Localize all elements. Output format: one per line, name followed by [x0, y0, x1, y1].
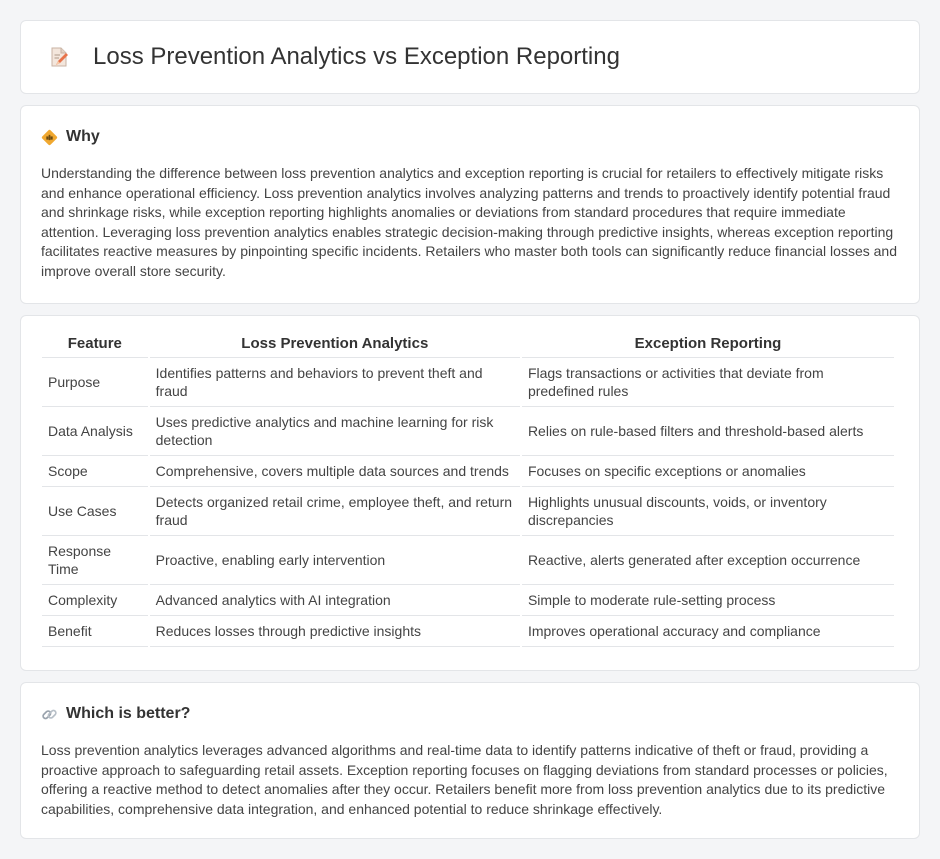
exception-reporting-cell: Improves operational accuracy and compliance	[522, 616, 894, 647]
header-card	[20, 20, 920, 94]
better-title: Which is better?	[66, 705, 191, 722]
table-row	[42, 456, 894, 487]
exception-reporting-cell: Reactive, alerts generated after exception occurrence	[522, 536, 894, 585]
feature-cell: Benefit	[42, 616, 148, 647]
document-pencil-icon	[47, 45, 71, 69]
which-is-better-section	[20, 682, 920, 839]
exception-reporting-cell: Simple to moderate rule-setting process	[522, 585, 894, 616]
feature-cell: Complexity	[42, 585, 148, 616]
why-heading	[41, 128, 899, 146]
why-paragraph: Understanding the difference between loss prevention analytics and exception reporting is crucial for retailers to effectively mitigate risks and enhance operational efficiency. Loss prevention analytics involves analyzing patterns and trends to proactively identify potential fraud and shrinkage risks, while exception reporting highlights anomalies or deviations from standard procedures that require immediate attention. Leveraging loss prevention analytics enables strategic decision-making through predictive insights, whereas exception reporting facilitates reactive measures by pinpointing specific incidents. Retailers who master both tools can significantly reduce financial losses and improve overall store security.	[41, 165, 897, 279]
loss-prevention-cell: Advanced analytics with AI integration	[150, 585, 520, 616]
table-row	[42, 358, 894, 407]
warning-sign-icon	[41, 129, 58, 146]
table-row	[42, 487, 894, 536]
exception-reporting-cell: Relies on rule-based filters and threshold-based alerts	[522, 407, 894, 456]
table-row	[42, 407, 894, 456]
loss-prevention-cell: Reduces losses through predictive insights	[150, 616, 520, 647]
exception-reporting-cell: Highlights unusual discounts, voids, or inventory discrepancies	[522, 487, 894, 536]
column-header-feature: Feature	[42, 334, 148, 358]
table-row	[42, 585, 894, 616]
table-row	[42, 616, 894, 647]
exception-reporting-cell: Flags transactions or activities that deviate from predefined rules	[522, 358, 894, 407]
feature-cell: Purpose	[42, 358, 148, 407]
comparison-table-card	[20, 315, 920, 671]
feature-cell: Response Time	[42, 536, 148, 585]
page-title: Loss Prevention Analytics vs Exception Reporting	[93, 43, 620, 70]
why-section	[20, 105, 920, 304]
column-header-exception-reporting: Exception Reporting	[522, 334, 894, 358]
exception-reporting-cell: Focuses on specific exceptions or anomalies	[522, 456, 894, 487]
feature-cell: Use Cases	[42, 487, 148, 536]
loss-prevention-cell: Identifies patterns and behaviors to prevent theft and fraud	[150, 358, 520, 407]
table-header-row	[42, 334, 894, 358]
loss-prevention-cell: Uses predictive analytics and machine learning for risk detection	[150, 407, 520, 456]
column-header-loss-prevention: Loss Prevention Analytics	[150, 334, 520, 358]
why-title: Why	[66, 128, 100, 145]
better-paragraph: Loss prevention analytics leverages advanced algorithms and real-time data to identify patterns indicative of theft or fraud, providing a proactive approach to safeguarding retail assets. Exception reporting focuses on flagging deviations from standard processes or policies, offering a reactive method to detect anomalies after they occur. Retailers benefit more from loss prevention analytics due to its predictive capabilities, comprehensive data integration, and enhanced potential to reduce shrinkage effectively.	[41, 742, 888, 817]
feature-cell: Scope	[42, 456, 148, 487]
feature-cell: Data Analysis	[42, 407, 148, 456]
table-row	[42, 536, 894, 585]
loss-prevention-cell: Detects organized retail crime, employee theft, and return fraud	[150, 487, 520, 536]
link-icon	[41, 706, 58, 723]
comparison-table	[40, 334, 896, 647]
better-heading	[41, 705, 899, 723]
loss-prevention-cell: Comprehensive, covers multiple data sources and trends	[150, 456, 520, 487]
loss-prevention-cell: Proactive, enabling early intervention	[150, 536, 520, 585]
